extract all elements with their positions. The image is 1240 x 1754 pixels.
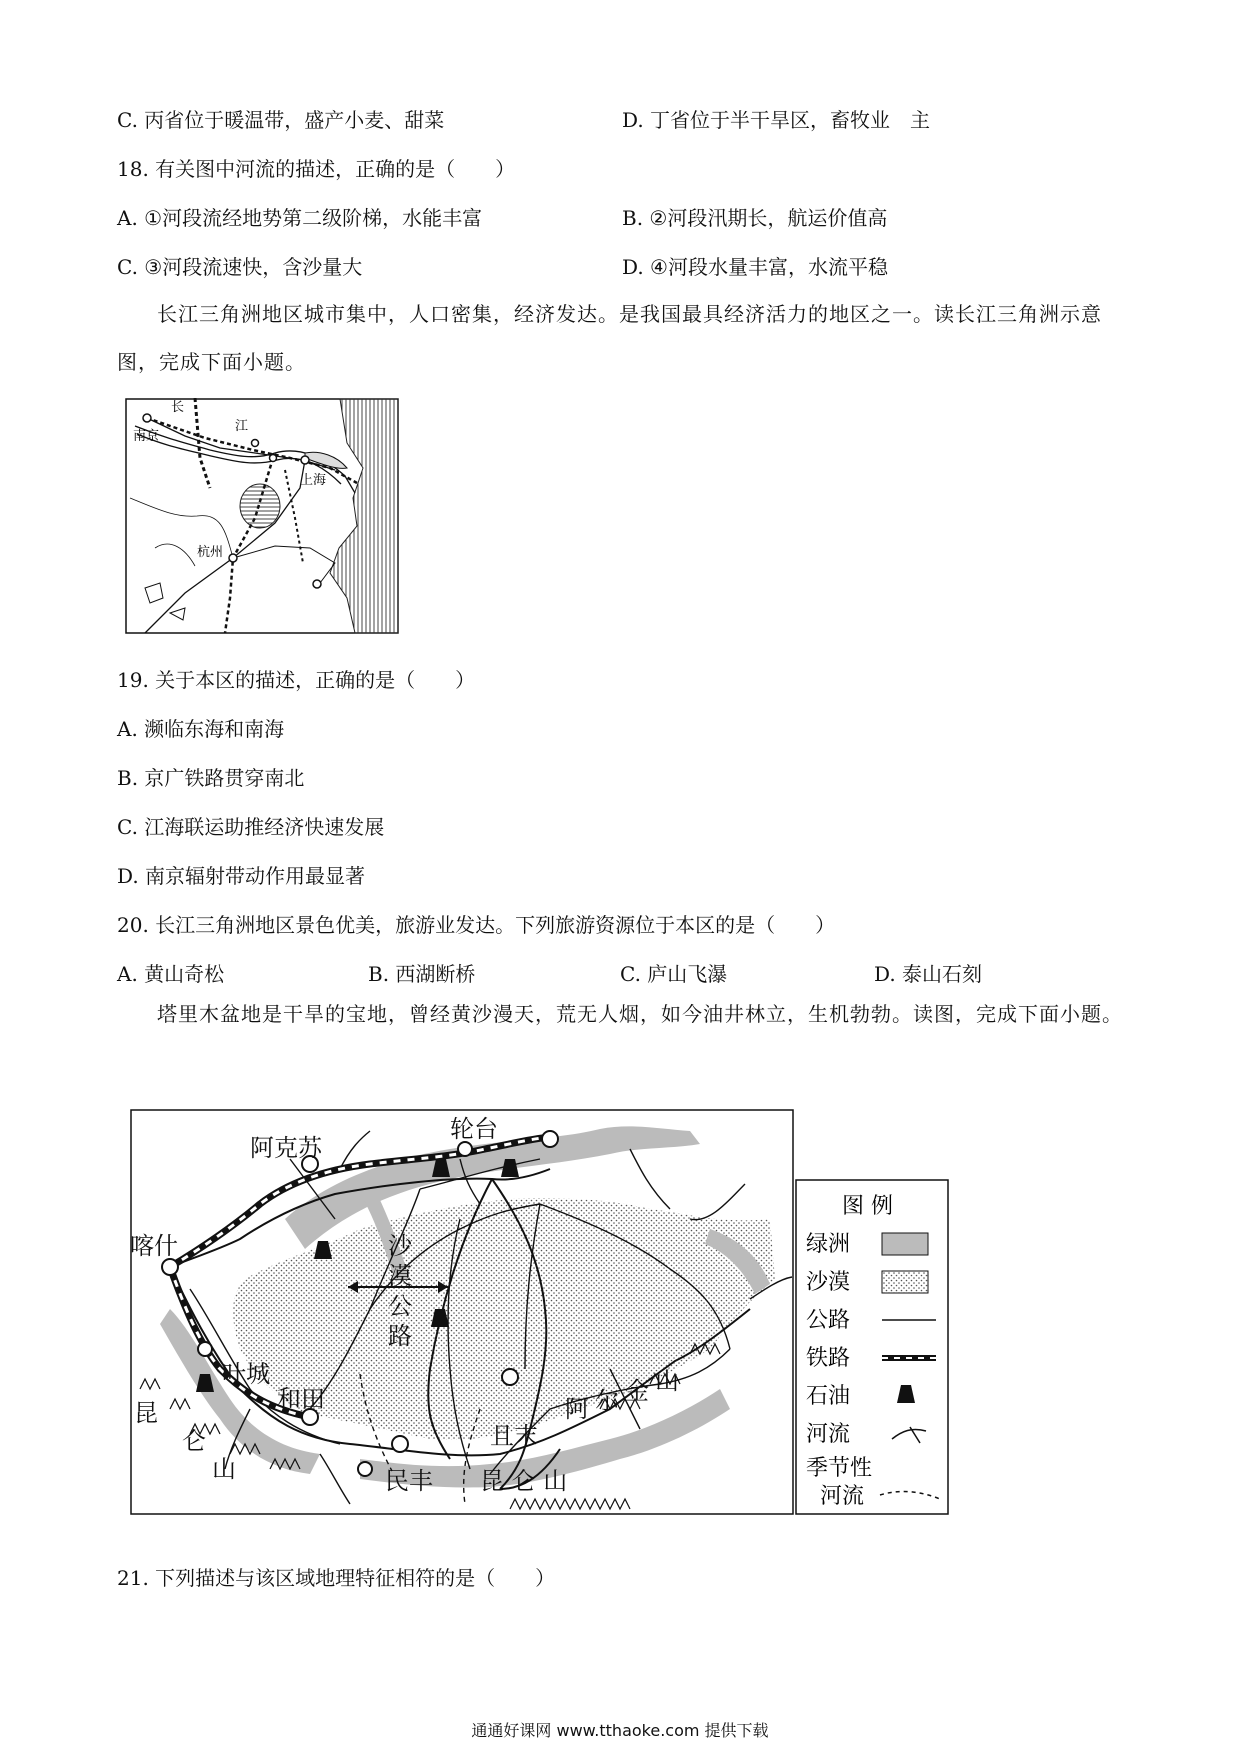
q19-option-d: D. 南京辐射带动作用最显著	[117, 864, 366, 888]
q19-stem: 19. 关于本区的描述，正确的是（ ）	[117, 668, 476, 692]
label-shan2: 山	[655, 1367, 679, 1395]
label-lu: 路	[388, 1322, 412, 1350]
label-minfeng: 民丰	[385, 1467, 433, 1495]
label-hetian: 和田	[277, 1385, 325, 1413]
legend-railway: 铁路	[806, 1346, 851, 1371]
city-luntai-marker	[458, 1142, 472, 1156]
q20-option-a: A. 黄山奇松	[117, 962, 225, 986]
legend-road: 公路	[806, 1308, 851, 1333]
legend-seasonal-2: 河流	[820, 1484, 865, 1509]
label-chang: 长	[171, 400, 185, 415]
legend-desert-swatch	[882, 1271, 928, 1293]
taihu-lake	[240, 484, 280, 528]
label-kashi: 喀什	[130, 1232, 178, 1260]
label-yecheng: 叶城	[222, 1360, 270, 1388]
legend-river: 河流	[806, 1422, 851, 1447]
label-aksu: 阿克苏	[250, 1134, 322, 1162]
legend-title: 图 例	[842, 1194, 893, 1219]
label-shanghai: 上海	[300, 473, 327, 488]
label-qiemo: 且末	[490, 1422, 538, 1450]
label-nanjing: 南京	[133, 429, 160, 444]
q20-option-d: D. 泰山石刻	[874, 962, 983, 986]
label-er: 尔	[595, 1387, 619, 1415]
legend-seasonal-1: 季节性	[806, 1456, 873, 1481]
page-footer: 通通好课网 www.tthaoke.com 提供下载	[471, 1721, 769, 1740]
label-gong: 公	[388, 1292, 412, 1320]
legend-desert: 沙漠	[806, 1270, 851, 1295]
label-shan: 山	[212, 1455, 236, 1483]
city-nanjing-marker	[143, 414, 151, 422]
q19-option-b: B. 京广铁路贯穿南北	[117, 766, 305, 790]
q18-option-a: A. ①河段流经地势第二级阶梯，水能丰富	[117, 206, 483, 230]
q21-stem: 21. 下列描述与该区域地理特征相符的是（ ）	[117, 1566, 556, 1590]
city-minfeng-marker	[392, 1436, 408, 1452]
tarim-basin-map	[130, 1109, 950, 1515]
yangtze-delta-map	[125, 398, 399, 634]
label-kun: 昆	[134, 1399, 158, 1427]
q18-option-c: C. ③河段流速快，含沙量大	[117, 255, 363, 279]
q17-option-d: D. 丁省位于半干旱区，畜牧业 主	[622, 108, 931, 132]
intro-yangtze: 长江三角洲地区城市集中，人口密集，经济发达。是我国最具经济活力的地区之一。读长江三角洲示意图，完成下面小题。	[117, 302, 1102, 374]
city-shanghai-marker	[301, 456, 309, 464]
map-legend	[796, 1180, 948, 1514]
q18-option-b: B. ②河段汛期长，航运价值高	[622, 206, 888, 230]
q20-option-b: B. 西湖断桥	[368, 962, 476, 986]
city-qiemo-marker	[502, 1369, 518, 1385]
label-luntai: 轮台	[450, 1115, 498, 1143]
label-jiang: 江	[235, 419, 249, 434]
legend-oasis-swatch	[882, 1233, 928, 1255]
q17-option-c: C. 丙省位于暖温带，盛产小麦、甜菜	[117, 108, 445, 132]
label-sha: 沙	[388, 1232, 412, 1260]
q18-option-d: D. ④河段水量丰富，水流平稳	[622, 255, 888, 279]
label-jin: 金	[625, 1377, 649, 1405]
q19-option-c: C. 江海联运助推经济快速发展	[117, 815, 385, 839]
intro-tarim: 塔里木盆地是干旱的宝地，曾经黄沙漫天，荒无人烟，如今油井林立，生机勃勃。读图，完成下面小题。	[157, 1002, 1123, 1026]
label-kunlun-south: 昆 仑 山	[480, 1467, 568, 1495]
legend-oasis: 绿洲	[806, 1232, 851, 1257]
label-a: 阿	[565, 1395, 589, 1423]
city-yecheng-marker	[198, 1342, 212, 1356]
city-hangzhou-marker	[229, 554, 237, 562]
label-mo: 漠	[388, 1262, 412, 1290]
city-kashi-marker	[162, 1259, 178, 1275]
q20-stem: 20. 长江三角洲地区景色优美，旅游业发达。下列旅游资源位于本区的是（ ）	[117, 913, 836, 937]
label-hangzhou: 杭州	[197, 545, 224, 560]
label-lun: 仑	[182, 1427, 206, 1455]
q19-option-a: A. 濒临东海和南海	[117, 717, 285, 741]
legend-oil: 石油	[806, 1384, 851, 1409]
q20-option-c: C. 庐山飞瀑	[620, 962, 728, 986]
q18-stem: 18. 有关图中河流的描述，正确的是（ ）	[117, 157, 516, 181]
